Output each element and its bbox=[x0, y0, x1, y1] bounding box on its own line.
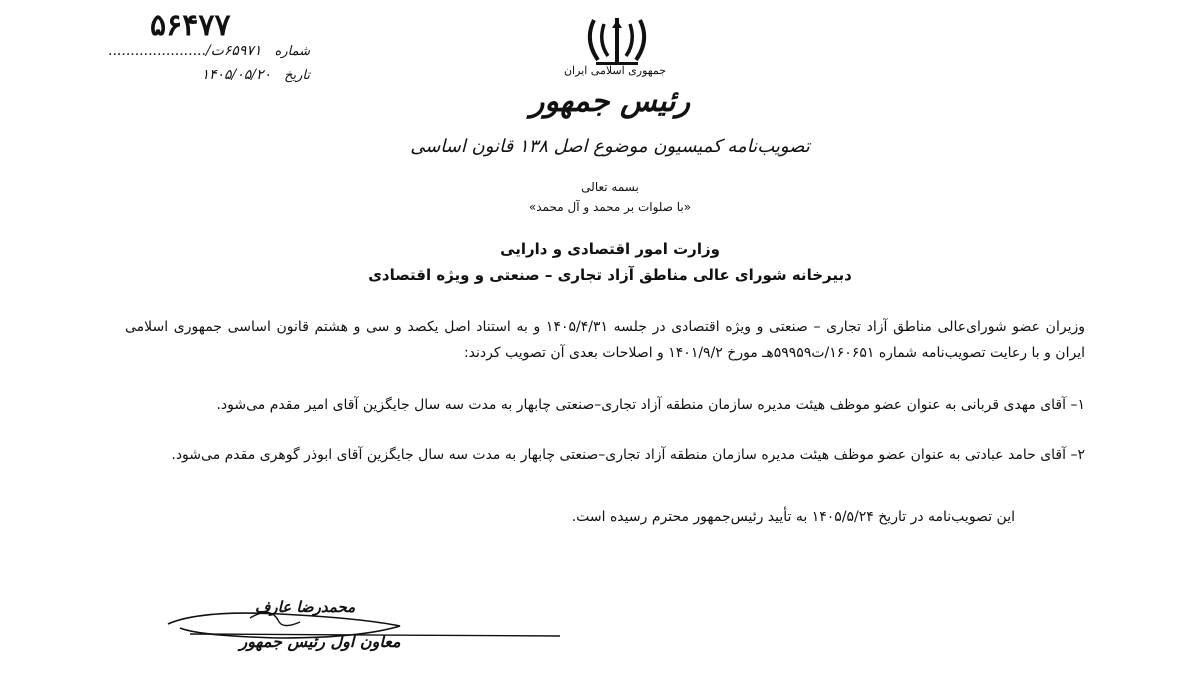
signer-title: معاون اول رئیس جمهور bbox=[239, 632, 401, 651]
reference-date-value: ۱۴۰۵/۰۵/۲۰ bbox=[201, 67, 272, 83]
recipient-ministry: وزارت امور اقتصادی و دارایی bbox=[500, 240, 720, 258]
organization-title: رئیس جمهور bbox=[529, 84, 691, 119]
reference-number: ۵۶۴۷۷ bbox=[150, 8, 231, 43]
decree-closing-paragraph: این تصویب‌نامه در تاریخ ۱۴۰۵/۵/۲۴ به تأیید رئیس‌جمهور محترم رسیده است. bbox=[571, 509, 1015, 525]
reference-date-row bbox=[10, 64, 310, 86]
reference-number-row bbox=[10, 40, 310, 62]
reference-number-label: شماره bbox=[274, 44, 310, 59]
salawat-line: «با صلوات بر محمد و آل محمد» bbox=[528, 200, 692, 214]
iran-emblem-icon bbox=[582, 16, 652, 68]
decree-intro-paragraph: وزیران عضو شورای‌عالی مناطق آزاد تجاری – صنعتی و ویژه اقتصادی در جلسه ۱۴۰۵/۴/۳۱ و به استناد اصل یکصد و سی و هشتم قانون اساسی جمهوری اسلامی ایران و با رعایت تصویب‌نامه شماره ۱۶۰۶۵۱/ت۵۹۹۵۹هـ مورخ ۱۴۰۱/۹/۲ و اصلاحات بعدی آن تصویب کردند: bbox=[125, 319, 1085, 361]
signer-name: محمدرضا عارف bbox=[254, 598, 356, 616]
commission-title: تصویب‌نامه کمیسیون موضوع اصل ۱۳۸ قانون اساسی bbox=[410, 136, 810, 157]
reference-date-label: تاریخ bbox=[284, 68, 310, 83]
reference-number-value: ۶۵۹۷۱ت/...................... bbox=[108, 43, 262, 59]
decree-item-1: ۱– آقای مهدی قربانی به عنوان عضو موظف هیئت مدیره سازمان منطقه آزاد تجاری–صنعتی چابهار به مدت سه سال جایگزین آقای امیر مقدم می‌شود. bbox=[216, 397, 1085, 413]
invocation: بسمه تعالی bbox=[581, 180, 639, 194]
recipient-secretariat: دبیرخانه شورای عالی مناطق آزاد تجاری – صنعتی و ویژه اقتصادی bbox=[368, 266, 852, 284]
country-name: جمهوری اسلامی ایران bbox=[563, 64, 667, 77]
decree-item-2: ۲– آقای حامد عبادتی به عنوان عضو موظف هیئت مدیره سازمان منطقه آزاد تجاری–صنعتی چابهار به مدت سه سال جایگزین آقای ابوذر گوهری مقدم می‌شود. bbox=[171, 447, 1085, 463]
